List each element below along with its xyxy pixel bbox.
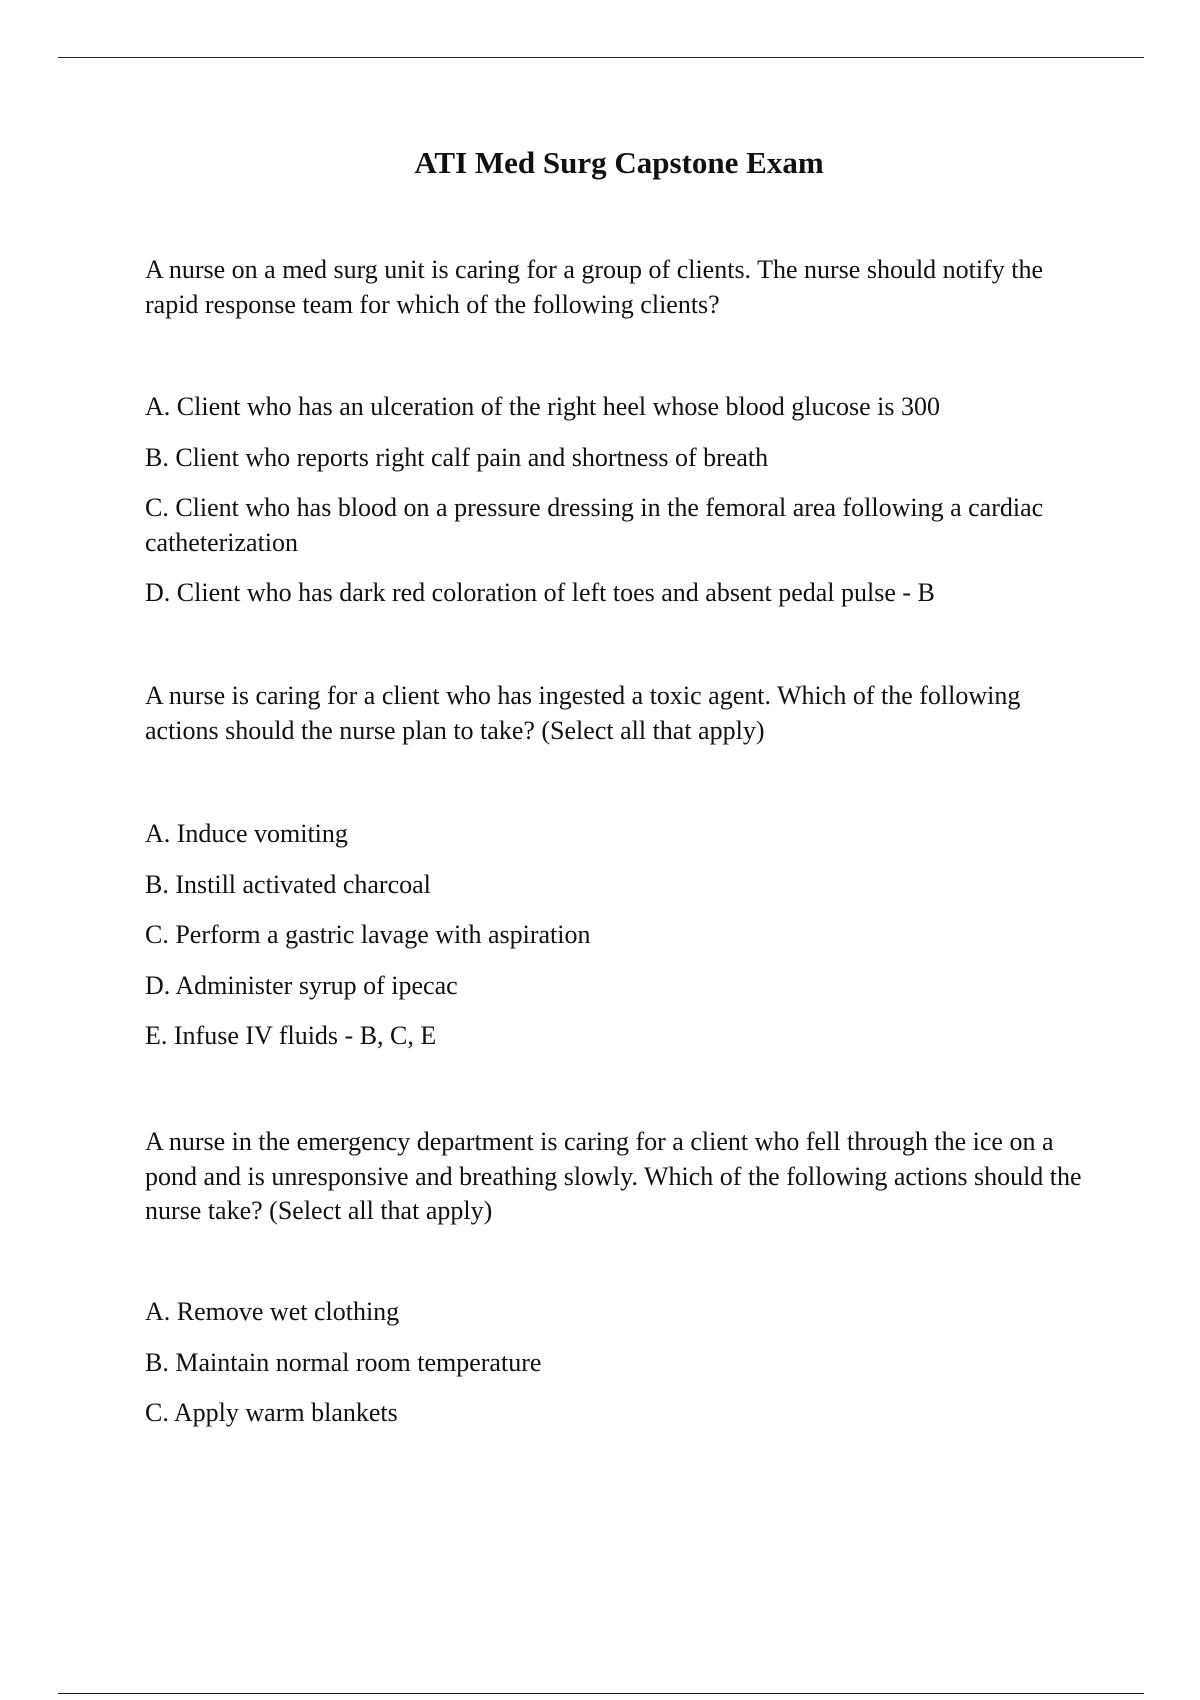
option-item: B. Maintain normal room temperature (145, 1347, 542, 1377)
question-3-options (145, 1295, 1085, 1447)
top-rule (58, 57, 1144, 58)
option-item: B. Client who reports right calf pain and shortness of breath (145, 442, 769, 472)
option-item: D. Administer syrup of ipecac (145, 970, 458, 1000)
option-item: A. Remove wet clothing (145, 1297, 400, 1326)
option-item: C. Perform a gastric lavage with aspiration (145, 920, 591, 949)
question-1-text: A nurse on a med surg unit is caring for a group of clients. The nurse should notify the rapid response team for which of the following clients? (145, 255, 1044, 319)
question-3-text: A nurse in the emergency department is caring for a client who fell through the ice on a pond and is unresponsive and breathing slowly. Which of the following actions should the nurse take? (Select all that apply) (145, 1127, 1082, 1225)
option-item: B. Instill activated charcoal (145, 869, 431, 899)
option-item: A. Induce vomiting (145, 819, 348, 848)
option-item: C. Apply warm blankets (145, 1398, 398, 1427)
bottom-rule (58, 1693, 1144, 1694)
question-2-options (145, 817, 1085, 1070)
option-item: D. Client who has dark red coloration of left toes and absent pedal pulse - B (145, 578, 935, 607)
document-title: ATI Med Surg Capstone Exam (414, 145, 824, 180)
question-1-options (145, 390, 1085, 627)
question-2-text: A nurse is caring for a client who has ingested a toxic agent. Which of the following actions should the nurse plan to take? (Select all that apply) (145, 681, 1021, 745)
option-item: A. Client who has an ulceration of the right heel whose blood glucose is 300 (145, 392, 941, 421)
option-item: C. Client who has blood on a pressure dressing in the femoral area following a cardiac catheterization (145, 493, 1044, 557)
option-item: E. Infuse IV fluids - B, C, E (145, 1021, 437, 1050)
